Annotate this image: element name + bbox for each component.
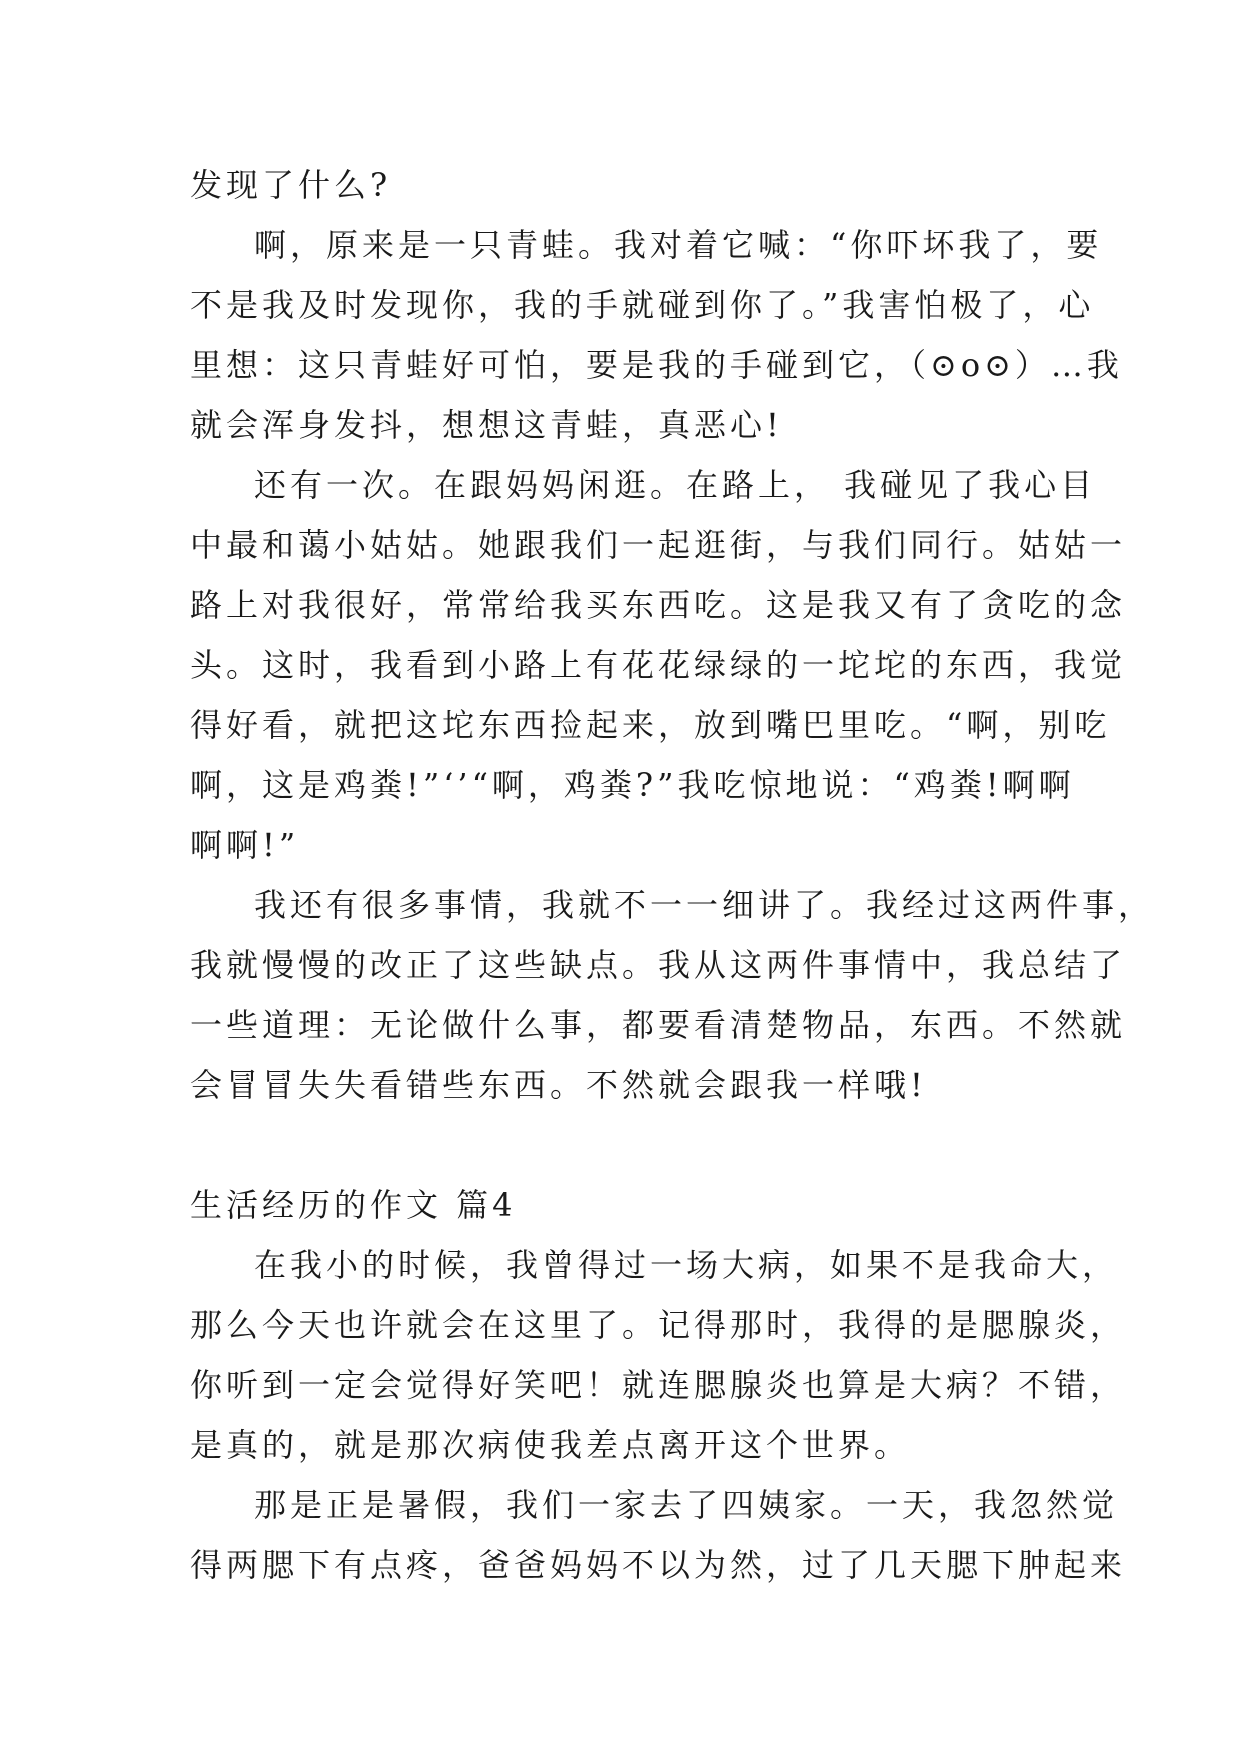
text-line: 发现了什么? bbox=[190, 166, 392, 204]
text-line: 中最和蔼小姑姑。她跟我们一起逛街，与我们同行。姑姑一 bbox=[190, 526, 1127, 564]
section-title: 生活经历的作文 篇4 bbox=[190, 1186, 517, 1224]
text-line: 我就慢慢的改正了这些缺点。我从这两件事情中，我总结了 bbox=[190, 946, 1127, 984]
text-line: 还有一次。在跟妈妈闲逛。在路上， 我碰见了我心目 bbox=[254, 466, 1097, 504]
text-line: 那么今天也许就会在这里了。记得那时，我得的是腮腺炎， bbox=[190, 1306, 1127, 1344]
text-line: 就会浑身发抖，想想这青蛙，真恶心! bbox=[190, 406, 783, 444]
paragraph bbox=[190, 215, 1123, 455]
text-line: 一些道理：无论做什么事，都要看清楚物品，东西。不然就 bbox=[190, 1006, 1127, 1044]
text-line: 啊，原来是一只青蛙。我对着它喊：“你吓坏我了，要 bbox=[254, 226, 1103, 264]
text-line: 啊，这是鸡粪!”‘’“啊，鸡粪?”我吃惊地说：“鸡粪!啊啊 bbox=[190, 766, 1075, 804]
text-line: 我还有很多事情，我就不一一细讲了。我经过这两件事， bbox=[254, 886, 1155, 924]
text-line: 那是正是暑假，我们一家去了四姨家。一天，我忽然觉 bbox=[254, 1486, 1119, 1524]
text-line: 不是我及时发现你，我的手就碰到你了。”我害怕极了，心 bbox=[190, 286, 1095, 324]
text-line: 得好看，就把这坨东西捡起来，放到嘴巴里吃。“啊，别吃 bbox=[190, 706, 1111, 744]
text-line: 得两腮下有点疼，爸爸妈妈不以为然，过了几天腮下肿起来 bbox=[190, 1546, 1127, 1584]
text-line: 是真的，就是那次病使我差点离开这个世界。 bbox=[190, 1426, 911, 1464]
paragraph bbox=[190, 1475, 1127, 1595]
text-line: 里想：这只青蛙好可怕，要是我的手碰到它，（⊙o⊙）…我 bbox=[190, 346, 1123, 384]
paragraph bbox=[190, 455, 1127, 875]
text-line: 头。这时，我看到小路上有花花绿绿的一坨坨的东西，我觉 bbox=[190, 646, 1127, 684]
text-line: 在我小的时候，我曾得过一场大病，如果不是我命大， bbox=[254, 1246, 1119, 1284]
document-body bbox=[190, 155, 1155, 1595]
text-line: 路上对我很好，常常给我买东西吃。这是我又有了贪吃的念 bbox=[190, 586, 1127, 624]
paragraph bbox=[190, 875, 1155, 1115]
paragraph bbox=[190, 1235, 1127, 1475]
text-line: 会冒冒失失看错些东西。不然就会跟我一样哦! bbox=[190, 1066, 927, 1104]
text-line: 你听到一定会觉得好笑吧！就连腮腺炎也算是大病？不错， bbox=[190, 1366, 1127, 1404]
text-line: 啊啊!” bbox=[190, 826, 300, 864]
section-spacer bbox=[190, 1115, 1050, 1175]
